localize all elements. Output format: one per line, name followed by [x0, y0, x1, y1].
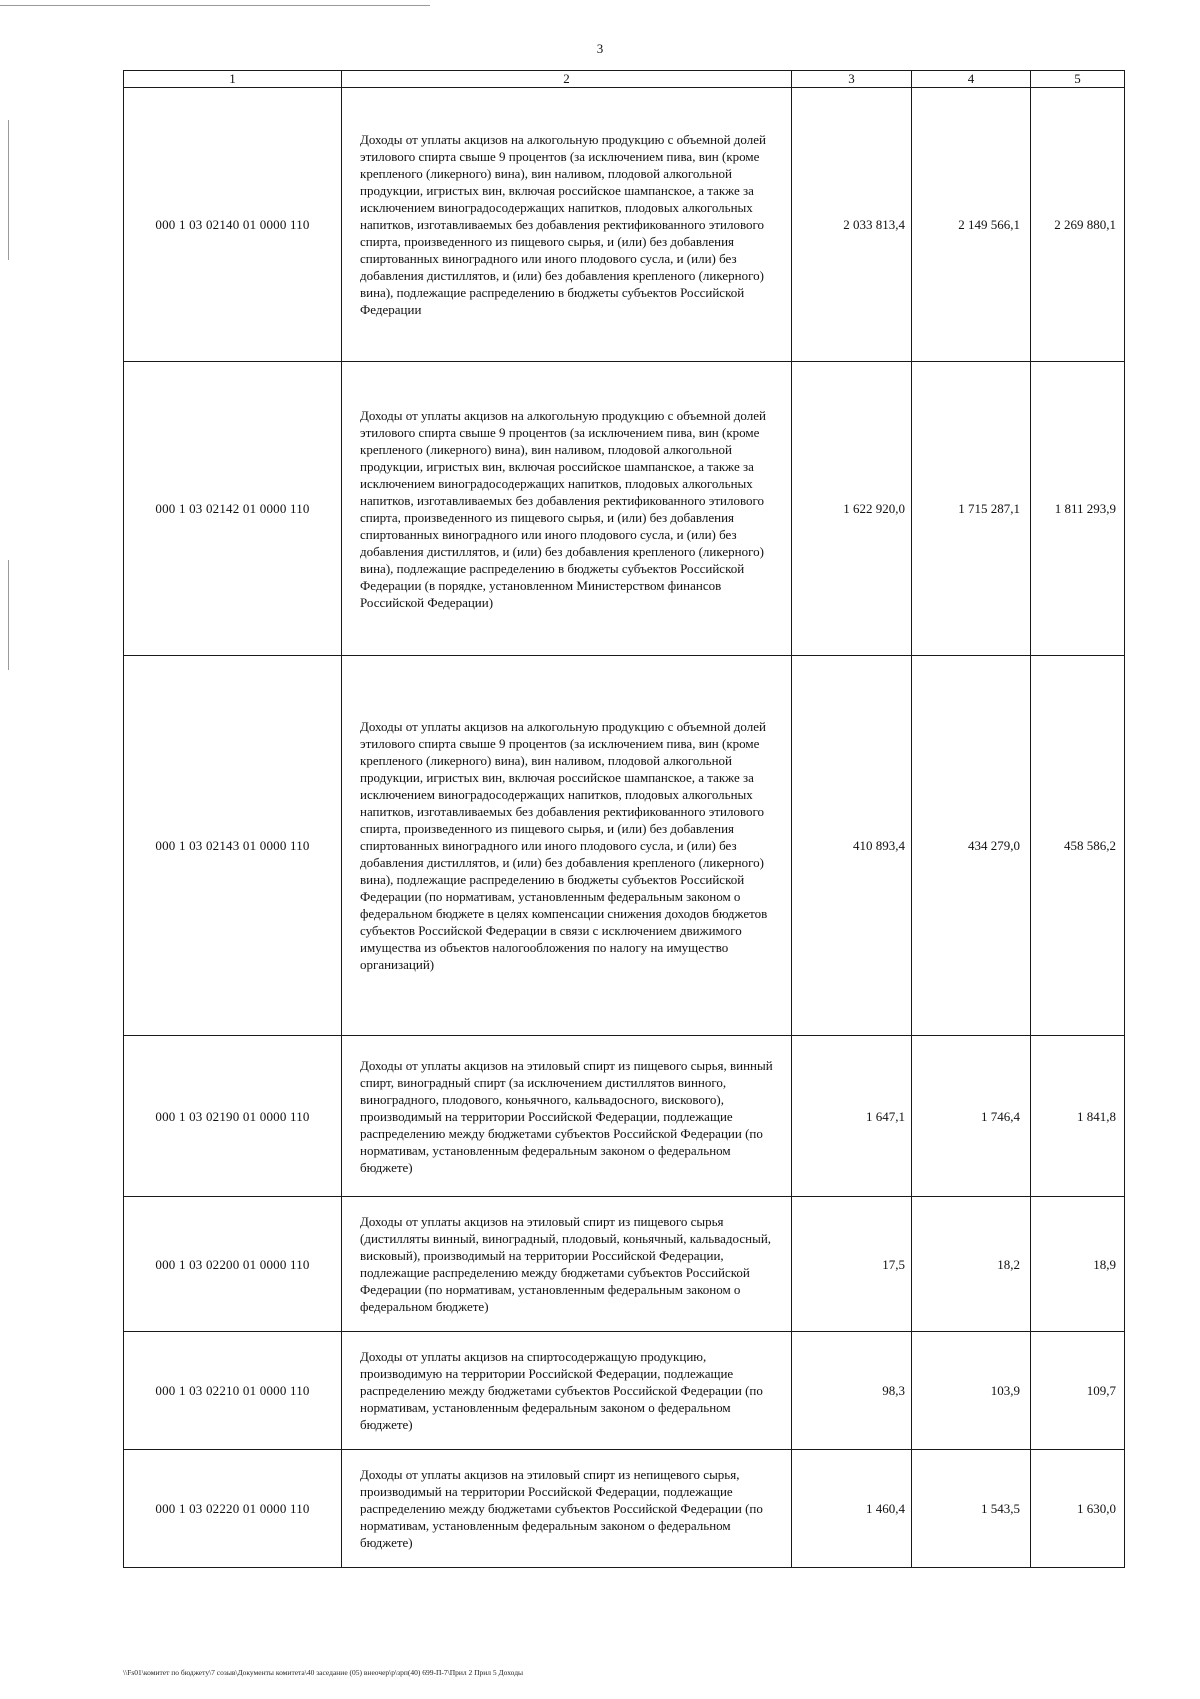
amount-col3: 1 647,1	[792, 1036, 912, 1197]
revenue-description: Доходы от уплаты акцизов на этиловый спирт из пищевого сырья (дистилляты винный, виноградный, плодовый, коньячный, кальвадосный, висковый), производимый на территории Российской Федерации, подлежащие распределению между бюджетами субъектов Российской Федерации (по нормативам, установленным федеральным законом о федеральном бюджете)	[342, 1197, 792, 1332]
amount-col3: 1 622 920,0	[792, 362, 912, 656]
budget-classification-code	[124, 1450, 342, 1568]
revenue-description: Доходы от уплаты акцизов на алкогольную продукцию с объемной долей этилового спирта свыше 9 процентов (за исключением пива, вин (кроме крепленого (ликерного) вина), вин наливом, плодовой алкогольной продукции, игристых вин, включая российское шампанское, а также за исключением виноградосодержащих напитков, плодовых алкогольных напитков, изготавливаемых без добавления ректификованного этилового спирта, произведенного из пищевого сырья, и (или) без добавления спиртованных виноградного или иного плодового сусла, и (или) без добавления дистиллятов, и (или) без добавления крепленого (ликерного) вина), подлежащие распределению в бюджеты субъектов Российской Федерации (по нормативам, установленным федеральным законом о федеральном бюджете в целях компенсации снижения доходов бюджетов субъектов Российской Федерации в связи с исключением движимого имущества из объектов налогообложения по налогу на имущество организаций)	[342, 656, 792, 1036]
budget-classification-code	[124, 88, 342, 362]
footer-file-path: \\Fs01\комитет по бюджету\7 созыв\Документы комитета\40 заседание (05) внеочер\р\зрп(40) 699-П-7\Прил 2 Прил 5 Доходы	[123, 1668, 524, 1677]
code-text: 000 1 03 02190 01 0000 110	[155, 1108, 310, 1124]
amount-col5: 1 841,8	[1031, 1036, 1125, 1197]
amount-col4: 18,2	[912, 1197, 1031, 1332]
scan-artifact-left-margin	[8, 120, 9, 260]
amount-col4: 1 715 287,1	[912, 362, 1031, 656]
revenue-description: Доходы от уплаты акцизов на алкогольную продукцию с объемной долей этилового спирта свыше 9 процентов (за исключением пива, вин (кроме крепленого (ликерного) вина), вин наливом, плодовой алкогольной продукции, игристых вин, включая российское шампанское, а также за исключением виноградосодержащих напитков, плодовых алкогольных напитков, изготавливаемых без добавления ректификованного этилового спирта, произведенного из пищевого сырья, и (или) без добавления спиртованных виноградного или иного плодового сусла, и (или) без добавления дистиллятов, и (или) без добавления крепленого (ликерного) вина), подлежащие распределению в бюджеты субъектов Российской Федерации	[342, 88, 792, 362]
amount-col3: 98,3	[792, 1332, 912, 1450]
amount-col4: 103,9	[912, 1332, 1031, 1450]
budget-classification-code	[124, 1332, 342, 1450]
amount-col4: 434 279,0	[912, 656, 1031, 1036]
revenue-description: Доходы от уплаты акцизов на спиртосодержащую продукцию, производимую на территории Российской Федерации, подлежащие распределению между бюджетами субъектов Российской Федерации (по нормативам, установленным федеральным законом о федеральном бюджете)	[342, 1332, 792, 1450]
amount-col4: 1 543,5	[912, 1450, 1031, 1568]
budget-classification-code	[124, 1197, 342, 1332]
code-text: 000 1 03 02220 01 0000 110	[155, 1501, 310, 1516]
amount-col3: 2 033 813,4	[792, 88, 912, 362]
amount-col4: 1 746,4	[912, 1036, 1031, 1197]
code-text: 000 1 03 02142 01 0000 110	[155, 501, 310, 516]
code-text: 000 1 03 02200 01 0000 110	[155, 1256, 310, 1272]
table-row	[124, 656, 1125, 1036]
budget-revenue-table	[123, 70, 1125, 1568]
revenue-description: Доходы от уплаты акцизов на алкогольную продукцию с объемной долей этилового спирта свыше 9 процентов (за исключением пива, вин (кроме крепленого (ликерного) вина), вин наливом, плодовой алкогольной продукции, игристых вин, включая российское шампанское, а также за исключением виноградосодержащих напитков, плодовых алкогольных напитков, изготавливаемых без добавления ректификованного этилового спирта, произведенного из пищевого сырья, и (или) без добавления спиртованных виноградного или иного плодового сусла, и (или) без добавления дистиллятов, и (или) без добавления крепленого (ликерного) вина), подлежащие распределению в бюджеты субъектов Российской Федерации (в порядке, установленном Министерством финансов Российской Федерации)	[342, 362, 792, 656]
amount-col3: 410 893,4	[792, 656, 912, 1036]
column-header-4: 4	[912, 71, 1031, 88]
amount-col5: 458 586,2	[1031, 656, 1125, 1036]
column-header-5: 5	[1031, 71, 1125, 88]
code-text: 000 1 03 02210 01 0000 110	[155, 1383, 310, 1398]
scan-artifact-left-margin-2	[8, 560, 9, 670]
column-header-1: 1	[124, 71, 342, 88]
table-row	[124, 88, 1125, 362]
amount-col3: 17,5	[792, 1197, 912, 1332]
table-row	[124, 1036, 1125, 1197]
amount-col5: 18,9	[1031, 1197, 1125, 1332]
amount-col3: 1 460,4	[792, 1450, 912, 1568]
code-text: 000 1 03 02143 01 0000 110	[155, 838, 310, 853]
code-text: 000 1 03 02140 01 0000 110	[155, 217, 310, 232]
revenue-description: Доходы от уплаты акцизов на этиловый спирт из пищевого сырья, винный спирт, виноградный спирт (за исключением дистиллятов винного, виноградного, плодового, коньячного, кальвадосного, вискового), производимый на территории Российской Федерации, подлежащие распределению между бюджетами субъектов Российской Федерации (по нормативам, установленным федеральным законом о федеральном бюджете)	[342, 1036, 792, 1197]
column-header-3: 3	[792, 71, 912, 88]
amount-col5: 1 811 293,9	[1031, 362, 1125, 656]
amount-col4: 2 149 566,1	[912, 88, 1031, 362]
budget-classification-code	[124, 1036, 342, 1197]
budget-classification-code	[124, 362, 342, 656]
scan-artifact-top	[0, 5, 430, 6]
table-row	[124, 1197, 1125, 1332]
table-row	[124, 1450, 1125, 1568]
page-number: 3	[596, 41, 604, 56]
amount-col5: 2 269 880,1	[1031, 88, 1125, 362]
table-row	[124, 1332, 1125, 1450]
revenue-description: Доходы от уплаты акцизов на этиловый спирт из непищевого сырья, производимый на территории Российской Федерации, подлежащие распределению между бюджетами субъектов Российской Федерации (по нормативам, установленным федеральным законом о федеральном бюджете)	[342, 1450, 792, 1568]
budget-classification-code	[124, 656, 342, 1036]
column-header-2: 2	[342, 71, 792, 88]
table-row	[124, 362, 1125, 656]
column-number-row	[124, 71, 1125, 88]
amount-col5: 109,7	[1031, 1332, 1125, 1450]
amount-col5: 1 630,0	[1031, 1450, 1125, 1568]
